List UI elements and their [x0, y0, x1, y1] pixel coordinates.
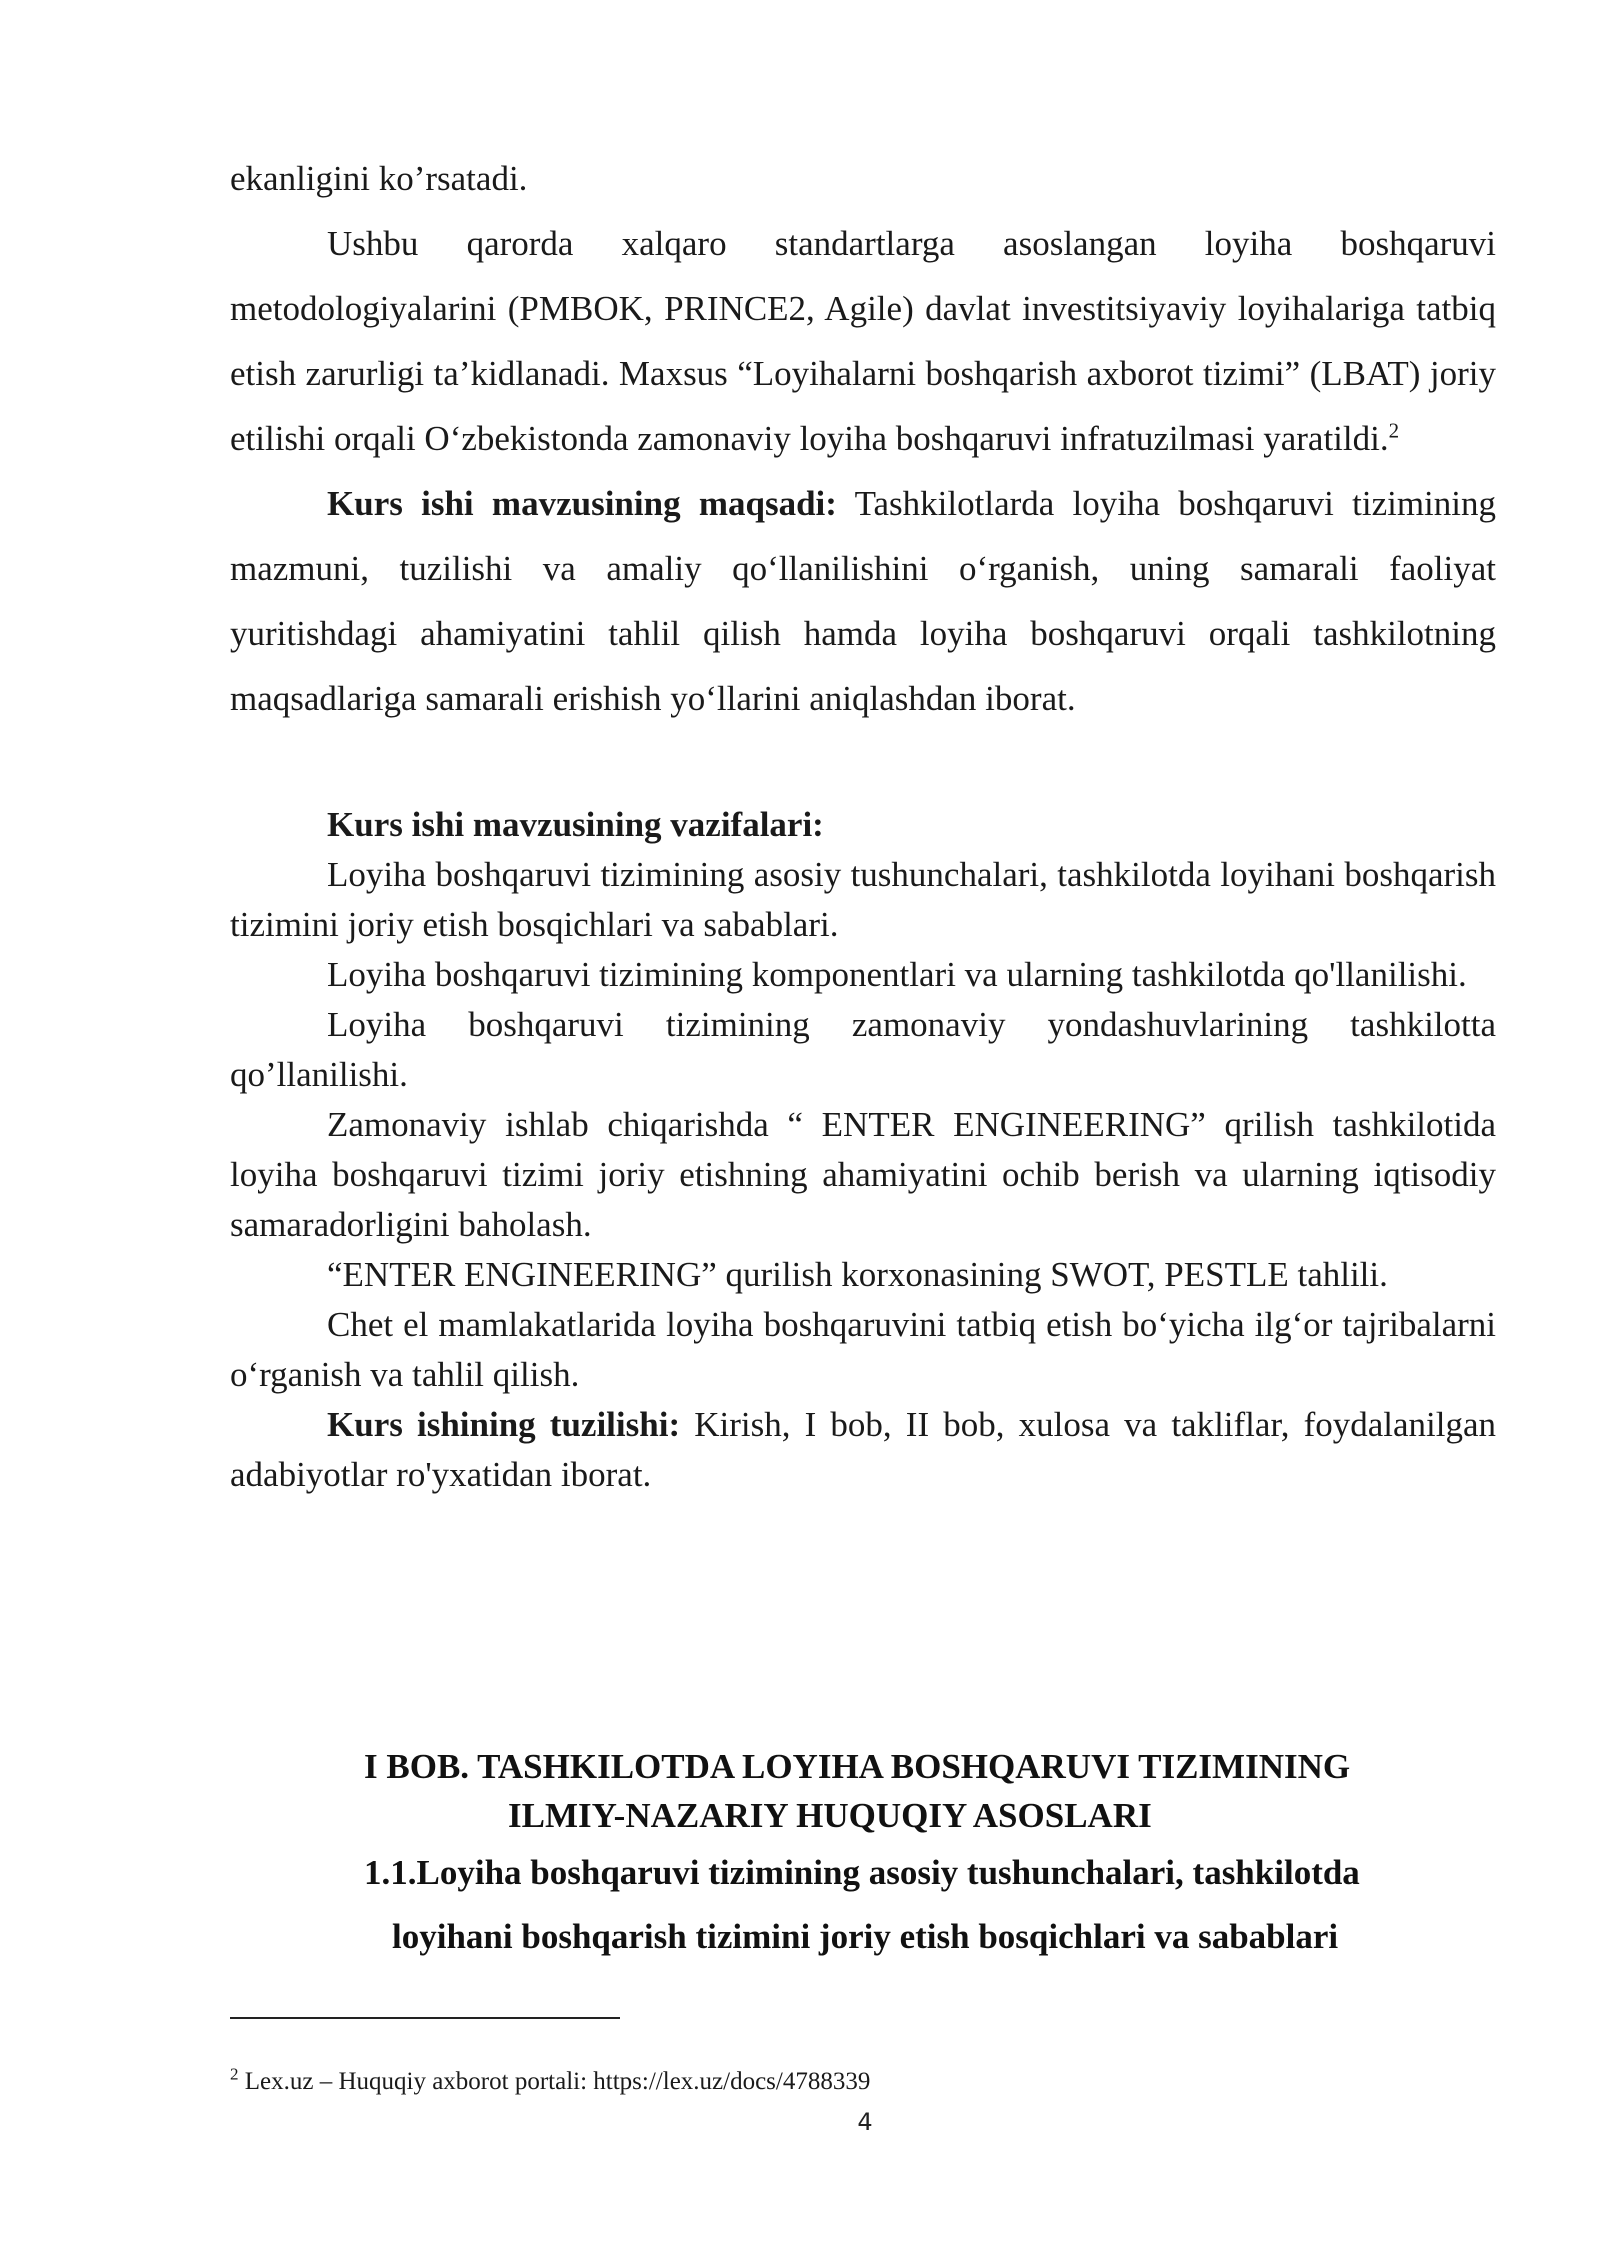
goal-text: Tashkilotlarda loyiha boshqaruvi tizimining mazmuni, tuzilishi va amaliy qo‘llanilishini o‘rganish, uning samarali faoliyat yuritishdagi ahamiyatini tahlil qilish hamda loyiha boshqaruvi orqali tashkilotning maqsadlariga samarali erishish yo‘llarini aniqlashdan iborat.	[230, 484, 1496, 718]
structure-text: Kirish, I bob, II bob, xulosa va takliflar, foydalanilgan adabiyotlar ro'yxatidan iborat.	[230, 1405, 1497, 1494]
body-text-tasks	[230, 800, 1496, 1500]
task-item: Zamonaviy ishlab chiqarishda “ ENTER ENGINEERING” qrilish tashkilotida loyiha boshqaruvi tizimi joriy etishning ahamiyatini ochib berish va ularning iqtisodiy samaradorligini baholash.	[230, 1105, 1496, 1244]
paragraph-structure	[230, 1400, 1496, 1500]
task-item: Loyiha boshqaruvi tizimining komponentlari va ularning tashkilotda qo'llanilishi.	[327, 955, 1467, 994]
chapter-title-line2: ILMIY-NAZARIY HUQUQIY ASOSLARI	[508, 1796, 1152, 1835]
paragraph-decree	[230, 211, 1496, 471]
task-item: Loyiha boshqaruvi tizimining asosiy tushunchalari, tashkilotda loyihani boshqarish tizimini joriy etish bosqichlari va sabablari.	[230, 855, 1496, 944]
footnote-separator	[230, 2017, 620, 2019]
footnote-ref[interactable]: 2	[1388, 418, 1400, 443]
tasks-heading	[230, 800, 1496, 850]
page-number: 4	[857, 2108, 873, 2136]
structure-label: Kurs ishining tuzilishi:	[327, 1405, 681, 1444]
body-text-top	[230, 146, 1496, 731]
goal-label: Kurs ishi mavzusining maqsadi:	[327, 484, 837, 523]
task-item: Loyiha boshqaruvi tizimining zamonaviy yondashuvlarining tashkilotta qo’llanilishi.	[230, 1005, 1496, 1094]
footnote	[230, 2064, 871, 2096]
footnote-text: Lex.uz – Huquqiy axborot portali: https://lex.uz/docs/4788339	[238, 2068, 871, 2095]
task-item: “ENTER ENGINEERING” qurilish korxonasining SWOT, PESTLE tahlili.	[327, 1255, 1388, 1294]
section-title-line2: loyihani boshqarish tizimini joriy etish bosqichlari va sabablari	[392, 1917, 1339, 1956]
section-title-line1: 1.1.Loyiha boshqaruvi tizimining asosiy tushunchalari, tashkilotda	[364, 1853, 1360, 1892]
carry-over-line: ekanligini ko’rsatadi.	[230, 159, 528, 198]
task-item: Chet el mamlakatlarida loyiha boshqaruvini tatbiq etish bo‘yicha ilg‘or tajribalarni o‘rganish va tahlil qilish.	[230, 1305, 1496, 1394]
footnote-number: 2	[230, 2064, 239, 2084]
tasks-label: Kurs ishi mavzusining vazifalari:	[327, 805, 824, 844]
chapter-title-line1: I BOB. TASHKILOTDA LOYIHA BOSHQARUVI TIZIMINING	[364, 1747, 1351, 1786]
paragraph-decree-text: Ushbu qarorda xalqaro standartlarga asoslangan loyiha boshqaruvi metodologiyalarini (PMBOK, PRINCE2, Agile) davlat investitsiyaviy loyihalariga tatbiq etish zarurligi ta’kidlanadi. Maxsus “Loyihalarni boshqarish axborot tizimi” (LBAT) joriy etilishi orqali O‘zbekistonda zamonaviy loyiha boshqaruvi infratuzilmasi yaratildi.	[230, 224, 1496, 458]
paragraph-goal	[230, 471, 1496, 731]
